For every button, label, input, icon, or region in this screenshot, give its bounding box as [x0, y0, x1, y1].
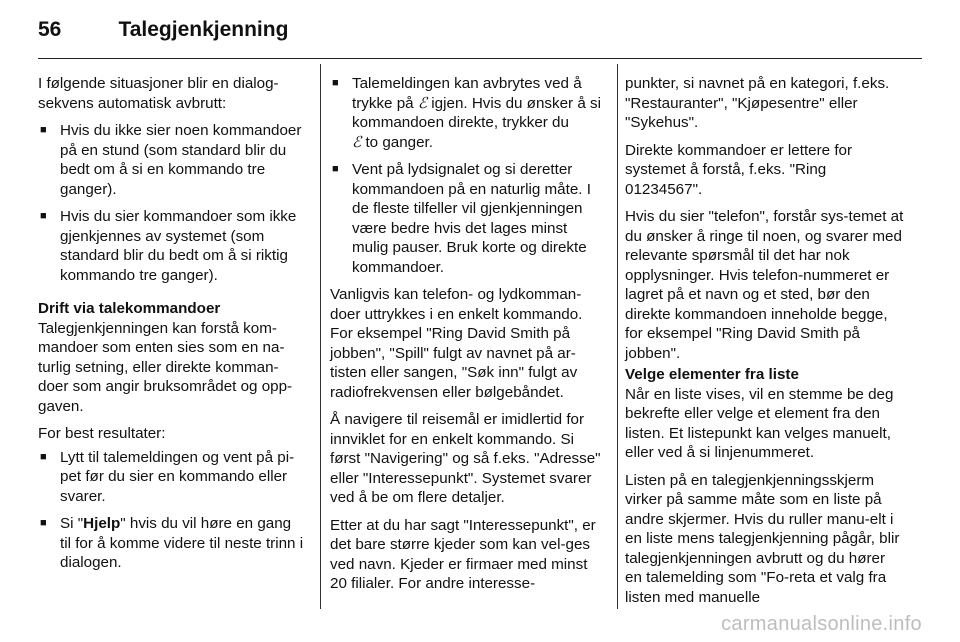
- voice-control-icon: ℰ: [417, 94, 428, 112]
- bullet-item: [330, 160, 602, 277]
- bullet-text: Hvis du ikke sier noen kommandoer på en stund (som standard blir du bedt om å si en kommando tre ganger).: [60, 122, 302, 198]
- paragraph: For best resultater:: [38, 425, 166, 442]
- column-2: [330, 74, 602, 602]
- bullet-item: [330, 74, 602, 152]
- paragraph: Direkte kommandoer er lettere for systemet å forstå, f.eks. "Ring 01234567".: [625, 141, 853, 198]
- section: [38, 299, 306, 416]
- header-rule: [38, 58, 922, 59]
- page-header: [38, 18, 288, 48]
- paragraph: I følgende situasjoner blir en dialog-sekvens automatisk avbrutt:: [38, 75, 279, 112]
- paragraph: Når en liste vises, vil en stemme be deg bekrefte eller velge et element fra den listen. Et listepunkt kan velges manuelt, eller ved å si linjenummeret.: [625, 385, 894, 461]
- bullet-icon: ■: [332, 77, 339, 89]
- paragraph: Etter at du har sagt "Interessepunkt", er det bare større kjeder som kan vel-ges ved navn. Kjeder er firmaer med minst 20 filialer. For andre interesse-: [330, 516, 596, 592]
- bullet-text: [60, 514, 306, 573]
- bullet-item: [38, 514, 306, 573]
- bullet-item: [38, 207, 306, 285]
- watermark: carmanualsonline.info: [721, 613, 922, 635]
- bullet-item: [38, 448, 306, 507]
- emphasis: Hjelp: [83, 515, 121, 532]
- bullet-text: Vent på lydsignalet og si deretter kommandoen på en naturlig måte. I de fleste tilfeller vil gjenkjenningen være bedre hvis det lages minst mulig pauser. Bruk korte og direkte kommandoer.: [352, 161, 591, 276]
- column-1: [38, 74, 306, 581]
- bullet-icon: ■: [332, 163, 339, 175]
- text-fragment: Talemeldingen kan avbrytes ved å trykke på: [352, 75, 582, 112]
- column-divider: [617, 64, 618, 609]
- page-number: 56: [38, 18, 62, 41]
- bullet-text: [352, 74, 602, 152]
- paragraph: Listen på en talegjenkjenningsskjerm virker på samme måte som en liste på andre skjermer. Hvis du ruller manu-elt i en liste mens talegjenkjenning pågår, blir talegjenkjenningen avbrutt og du hører en talemelding som "Fo-reta et valg fra listen med manuelle: [625, 471, 900, 606]
- bullet-text: Lytt til talemeldingen og vent på pi-pet før du sier en kommando eller svarer.: [60, 448, 295, 505]
- paragraph: Talegjenkjenningen kan forstå kom-mandoer som enten sies som en na-turlig setning, eller direkte komman-doer som angir bruksområdet og opp-gaven.: [38, 319, 293, 415]
- voice-control-icon: ℰ: [352, 133, 362, 151]
- bullet-text: Hvis du sier kommandoer som ikke gjenkjennes av systemet (som standard blir du bedt om å si riktig kommando tre ganger).: [60, 208, 297, 284]
- text-fragment: to ganger.: [365, 133, 433, 151]
- section-heading: Drift via talekommandoer: [38, 300, 221, 317]
- paragraph: Hvis du sier "telefon", forstår sys-temet at du ønsker å ringe til noen, og svarer med relevante spørsmål til det har nok opplysninger. Hvis telefon-nummeret er lagret på et navn og et sted, bør den direkte kommandoen inneholde begge, for eksempel "Ring David Smith på jobben".: [625, 208, 904, 362]
- bullet-icon: ■: [40, 210, 47, 222]
- bullet-icon: ■: [40, 450, 47, 463]
- text-fragment: igjen. Hvis du ønsker å si kommandoen direkte, trykker du: [352, 94, 601, 131]
- paragraph: Vanligvis kan telefon- og lydkomman-doer uttrykkes i en enkelt kommando. For eksempel "Ring David Smith på jobben", "Spill" fulgt av navnet på ar-tisten eller sangen, "Søk inn" fulgt av radiofrekvensen eller bølgebåndet.: [330, 286, 583, 401]
- text-fragment: " hvis du vil høre en gang til for å komme videre til neste trinn i dialogen.: [60, 515, 304, 571]
- page-title: Talegjenkjenning: [118, 18, 289, 41]
- text-fragment: Si ": [60, 515, 84, 532]
- paragraph: punkter, si navnet på en kategori, f.eks. "Restauranter", "Kjøpesentre" eller "Sykehus".: [625, 75, 890, 131]
- column-3: [625, 74, 905, 615]
- bullet-item: [38, 121, 306, 199]
- column-divider: [320, 64, 321, 609]
- paragraph: Å navigere til reisemål er imidlertid for innviklet for en enkelt kommando. Si først "Navigering" og så f.eks. "Adresse" eller "Interessepunkt". Systemet svarer ved å be om flere detaljer.: [330, 411, 601, 506]
- bullet-icon: ■: [40, 517, 47, 529]
- section: [625, 365, 905, 463]
- bullet-icon: ■: [40, 124, 47, 136]
- section-heading: Velge elementer fra liste: [625, 366, 799, 383]
